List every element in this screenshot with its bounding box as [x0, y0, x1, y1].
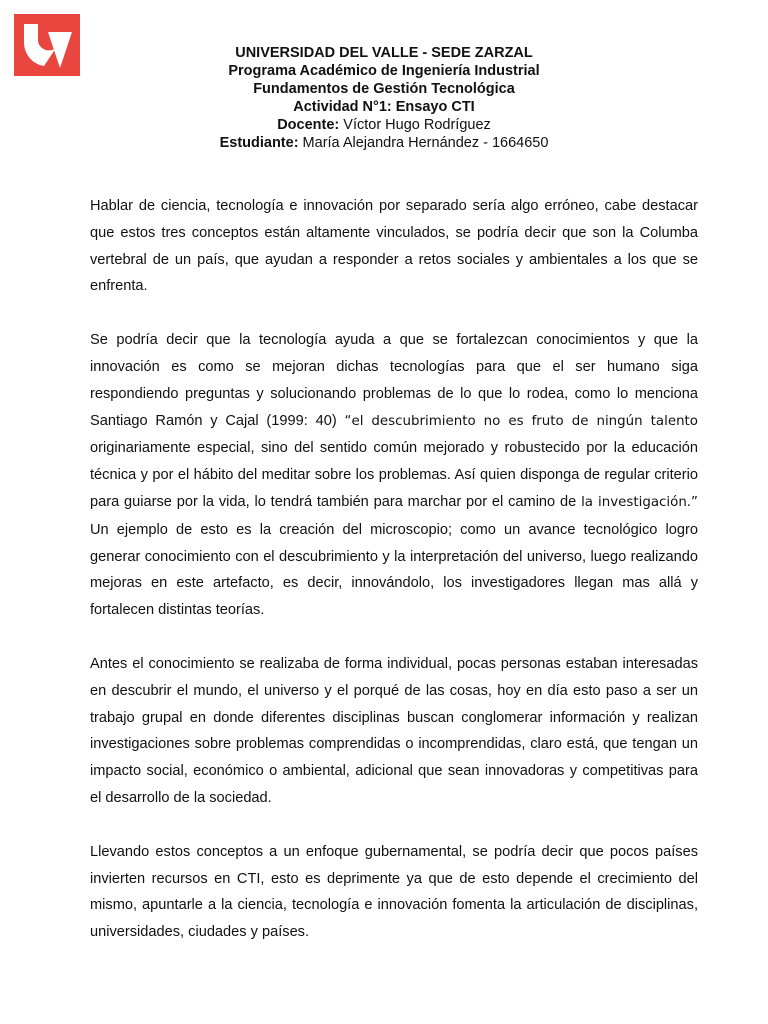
paragraph-2-conclusion: Un ejemplo de esto es la creación del microscopio; como un avance tecnológico logro generar conocimiento con el descubrimiento y la interpretación del universo, luego realizando mejoras en este artefacto, es decir, innovándolo, los investigadores llegan mas allá y fortalecen distintas teorías.: [90, 521, 698, 619]
paragraph-3: Antes el conocimiento se realizaba de forma individual, pocas personas estaban interesadas en descubrir el mundo, el universo y el porqué de las cosas, hoy en día esto paso a ser un trabajo grupal en donde diferentes disciplinas buscan conglomerar información y realizan investigaciones sobre problemas comprendidas o incomprendidas, claro está, que tengan un impacto social, económico o ambiental, adicional que sean innovadoras y competitivas para el desarrollo de la sociedad.: [90, 655, 698, 806]
teacher-line: [0, 116, 768, 134]
document-header: [0, 44, 768, 152]
paragraph-2-intro: Se podría decir que la tecnología ayuda a que se fortalezcan conocimientos y que la innovación es como se mejoran dichas tecnologías para que el ser humano siga respondiendo preguntas y solucionando problemas de lo que lo rodea, como lo menciona Santiago Ramón y Cajal (1999: 40): [90, 332, 698, 429]
essay-body: [90, 193, 698, 973]
paragraph-1: Hablar de ciencia, tecnología e innovación por separado sería algo erróneo, cabe destacar que estos tres conceptos están altamente vinculados, se podría decir que son la Columba vertebral de un país, que ayudan a responder a retos sociales y ambientales a los que se enfrenta.: [90, 198, 698, 295]
paragraph-2-quote-body: originariamente especial, sino del sentido común mejorado y robustecido por la educación técnica y por el hábito del meditar sobre los problemas. Así quien disponga de regular criterio para guiarse por la vida, lo tendrá también para marchar por el camino de: [90, 440, 698, 510]
quote-start: “el descubrimiento no es fruto de ningún talento: [344, 413, 698, 429]
program-name: Programa Académico de Ingeniería Industrial: [228, 63, 540, 79]
activity-title: Actividad N°1: Ensayo CTI: [293, 99, 475, 115]
teacher-name: Víctor Hugo Rodríguez: [339, 117, 491, 133]
paragraph-2: [90, 327, 698, 624]
course-name: Fundamentos de Gestión Tecnológica: [253, 81, 515, 97]
quote-end: la investigación.”: [581, 494, 698, 510]
university-name: UNIVERSIDAD DEL VALLE - SEDE ZARZAL: [235, 45, 533, 61]
student-label: Estudiante:: [219, 135, 299, 151]
student-line: [0, 134, 768, 152]
paragraph-4: Llevando estos conceptos a un enfoque gubernamental, se podría decir que pocos países invierten recursos en CTI, esto es deprimente ya que de esto depende el crecimiento del mismo, apuntarle a la ciencia, tecnología e innovación fomenta la articulación de disciplinas, universidades, ciudades y países.: [90, 843, 698, 941]
student-name: María Alejandra Hernández - 1664650: [298, 135, 549, 151]
teacher-label: Docente:: [277, 117, 340, 133]
